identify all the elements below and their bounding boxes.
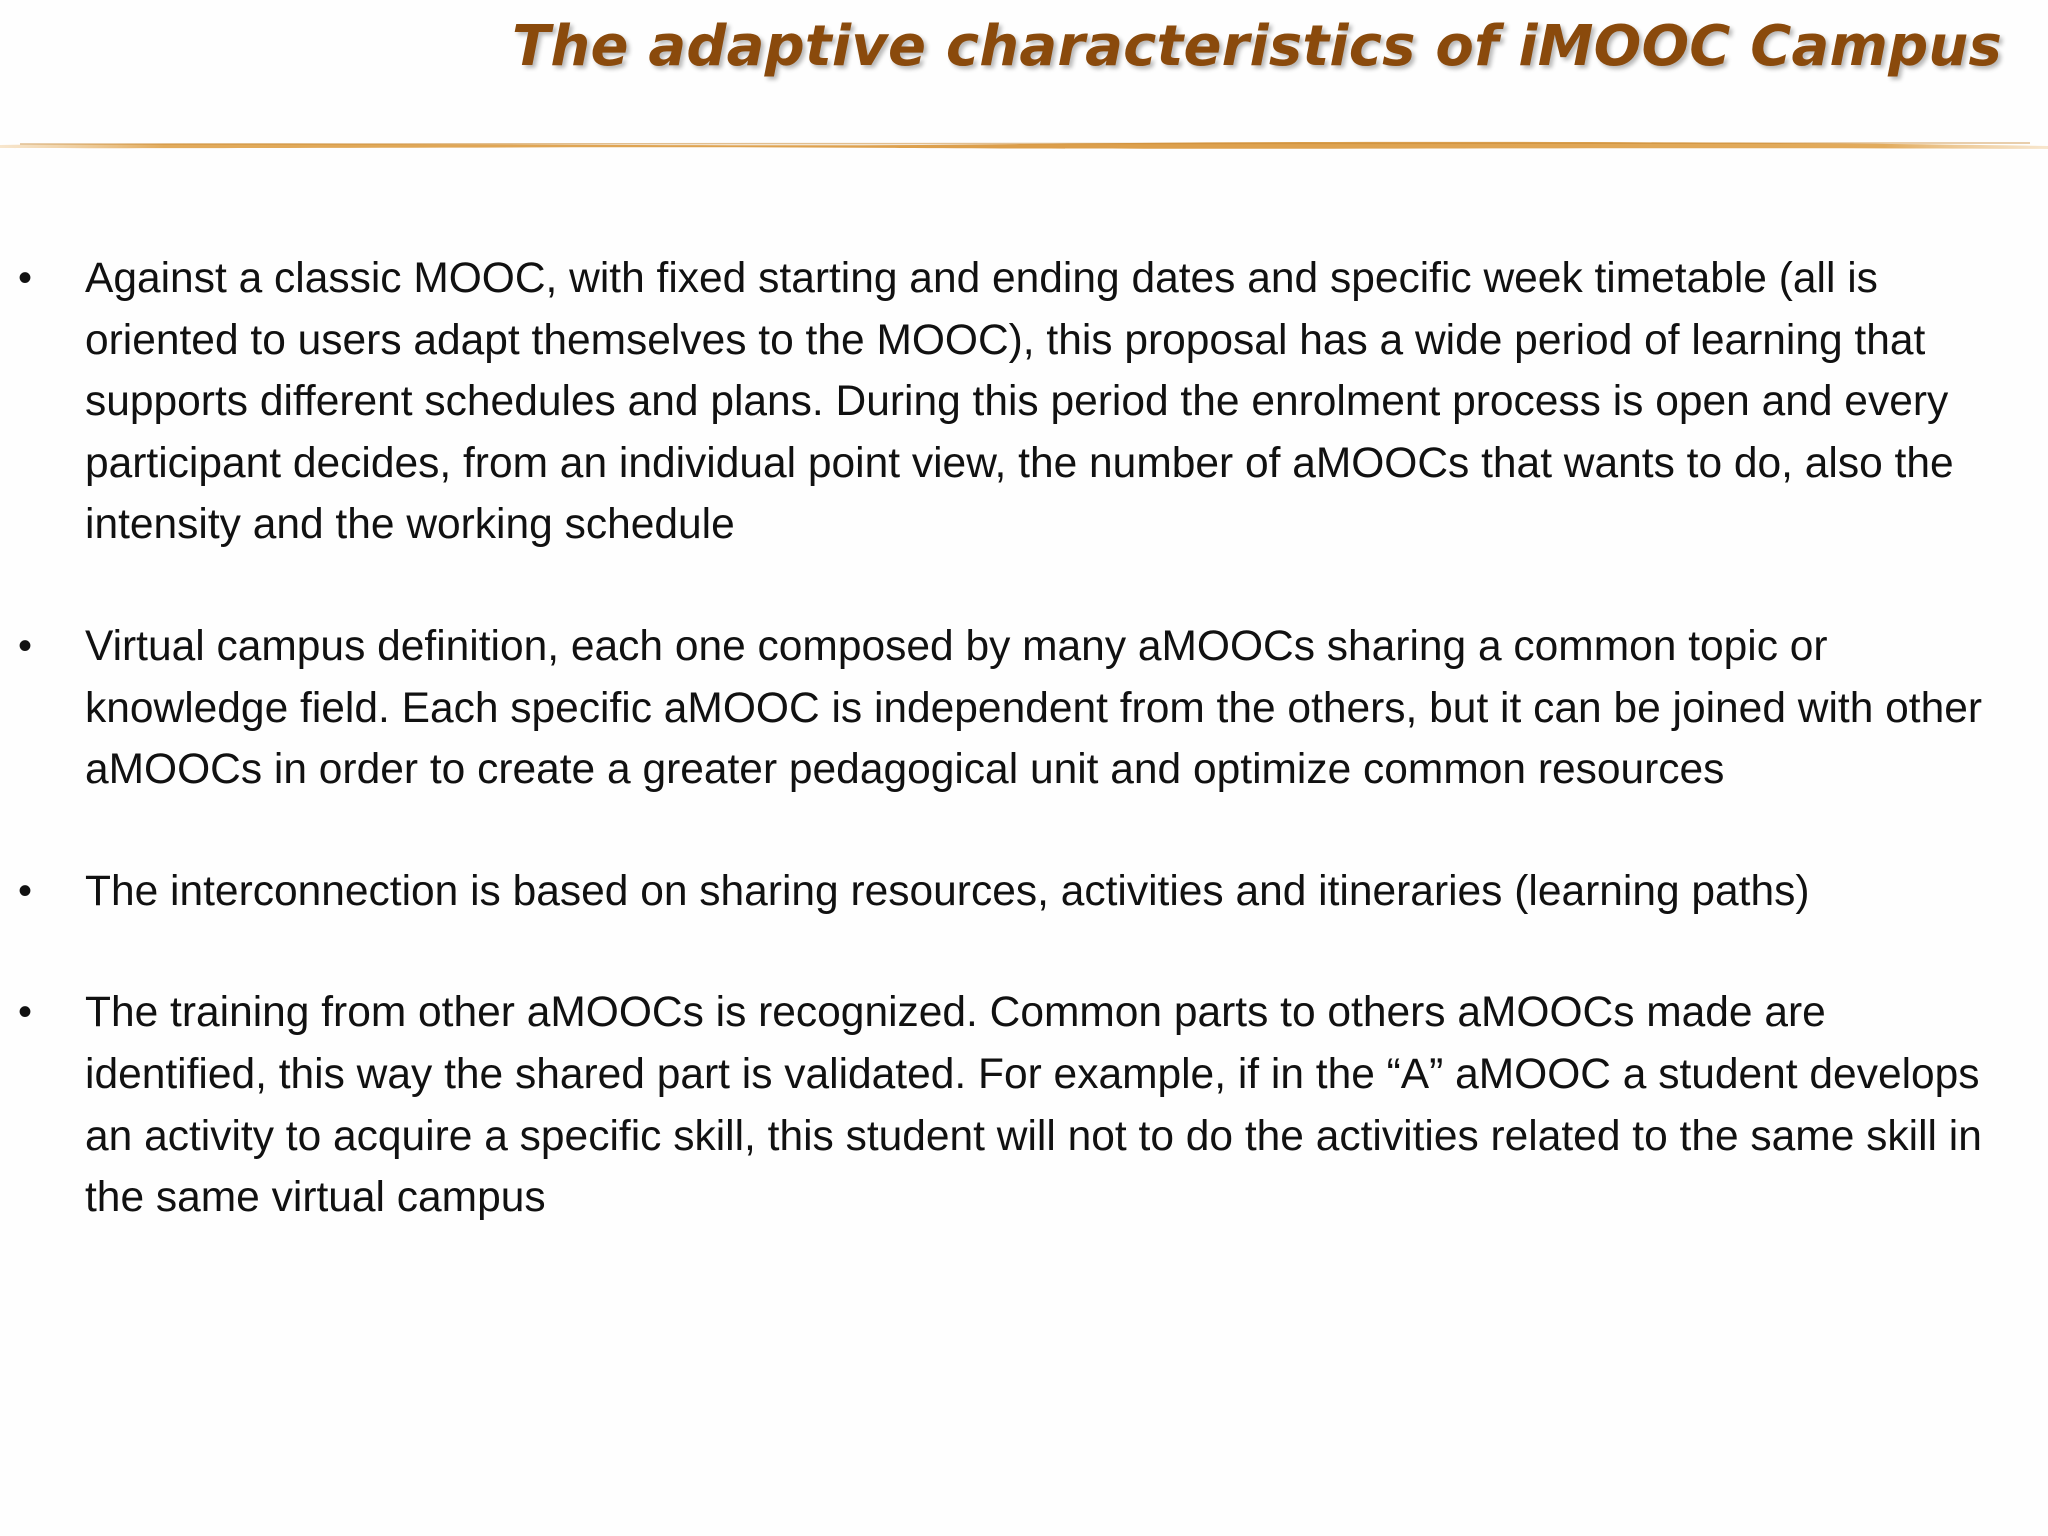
bullet-marker: • bbox=[18, 256, 33, 300]
bullet-text: The interconnection is based on sharing resources, activities and itineraries (learning paths) bbox=[85, 867, 1810, 915]
bullet-text: Against a classic MOOC, with fixed starting and ending dates and specific week timetable (all is oriented to users adapt themselves to the MOOC), this proposal has a wide period of learning that supports different schedules and plans. During this period the enrolment process is open and every participant decides, from an individual point view, the number of aMOOCs that wants to do, also the intensity and the working schedule bbox=[85, 255, 1954, 549]
bullet-marker: • bbox=[18, 990, 33, 1035]
bullet-marker: • bbox=[18, 623, 33, 668]
title-divider bbox=[0, 139, 2048, 151]
bullet-item bbox=[0, 616, 2048, 801]
bullet-item bbox=[0, 861, 2048, 923]
slide-title: The adaptive characteristics of iMOOC Campus bbox=[512, 14, 2002, 79]
bullet-item bbox=[0, 982, 2048, 1228]
bullet-text: The training from other aMOOCs is recognized. Common parts to others aMOOCs made are identified, this way the shared part is validated. For example, if in the “A” aMOOC a student develops an activity to acquire a specific skill, this student will not to do the activities related to the same skill in the same virtual campus bbox=[85, 989, 1982, 1222]
bullet-marker: • bbox=[18, 868, 33, 913]
bullet-list bbox=[0, 248, 2048, 1289]
bullet-item bbox=[0, 248, 2048, 556]
bullet-text: Virtual campus definition, each one composed by many aMOOCs sharing a common topic or knowledge field. Each specific aMOOC is independent from the others, but it can be joined with other aMOOCs in order to create a greater pedagogical unit and optimize common resources bbox=[85, 622, 1983, 794]
